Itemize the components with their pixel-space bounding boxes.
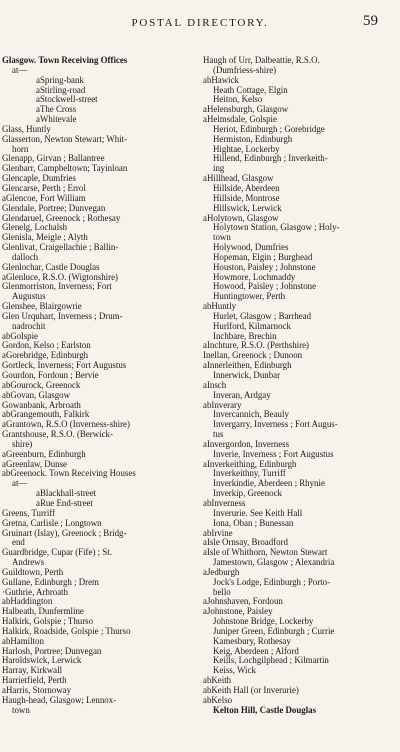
directory-entry-line: aInchture, R.S.O. (Perthshire) xyxy=(203,341,309,351)
directory-entry-line: ·Guthrie, Arbroath xyxy=(2,587,69,597)
directory-entry-line: Kamesbury, Rothesay xyxy=(213,636,291,646)
directory-entry-line: aJohnstone, Paisley xyxy=(203,607,273,617)
directory-entry-line: abHaddington xyxy=(2,597,53,607)
directory-entry-line: Gullane, Edinburgh ; Drem xyxy=(2,577,99,587)
directory-entry-line: Glencarse, Perth ; Errol xyxy=(2,183,86,193)
directory-entry-line: at— xyxy=(12,479,28,489)
directory-entry-line: Glasgow. Town Receiving Offices xyxy=(2,56,128,65)
directory-entry-line: Huntingtower, Perth xyxy=(213,292,286,302)
directory-entry-line: Grantshouse, R.S.O. (Berwick- xyxy=(2,430,113,440)
page-header xyxy=(0,0,400,40)
directory-entry-line: Haugh of Urr, Dalbeattie, R.S.O. xyxy=(203,56,320,65)
directory-entry-line: aGlenluce, R.S.O. (Wigtonshire) xyxy=(2,272,118,282)
directory-entry-line: Inellan, Greenock ; Dunoon xyxy=(203,351,303,361)
directory-entry-line: Harlosh, Portree; Dunvegan xyxy=(2,646,102,656)
directory-entry-line: Holytown Station, Glasgow ; Holy- xyxy=(213,223,340,233)
directory-entry-line: abGourock, Greenock xyxy=(2,380,81,390)
directory-entry-line: shire) xyxy=(12,439,33,449)
directory-entry-line: Glenshee, Blairgowrie xyxy=(2,302,82,312)
directory-entry-line: (Dumfriess-shire) xyxy=(213,65,277,75)
directory-entry-line: Holywood, Dumfries xyxy=(213,243,289,253)
directory-entry-line: abHamilton xyxy=(2,636,44,646)
directory-entry-line: Gourdon, Fordoun ; Bervie xyxy=(2,371,99,380)
directory-entry-line: Glass, Huntly xyxy=(2,124,51,134)
directory-entry-line: Halkirk, Golspie ; Thurso xyxy=(2,617,94,627)
directory-entry-line: Andrews xyxy=(12,558,45,568)
directory-entry-line: Hurlet, Glasgow ; Barrhead xyxy=(213,311,312,321)
directory-entry-line: abIrvine xyxy=(203,528,233,538)
directory-entry-line: abHuntly xyxy=(203,302,237,312)
directory-entry-line: ing xyxy=(213,164,225,174)
page-number: 59 xyxy=(363,13,378,29)
directory-entry-line: Glenlivat, Craigellachie ; Ballin- xyxy=(2,243,119,253)
directory-entry-line: Hurlford, Kilmarnock xyxy=(213,321,291,331)
directory-entry-line: abHawick xyxy=(203,75,239,85)
directory-entry-line: Augustus xyxy=(12,292,46,302)
directory-entry-line: Glencaple, Dumfries xyxy=(2,174,76,184)
directory-entry-line: Jamestown, Glasgow ; Alexandria xyxy=(213,558,335,568)
directory-entry-line: Hillend, Edinburgh ; Inverkeith- xyxy=(213,154,328,164)
directory-entry-line: Hillside, Montrose xyxy=(213,193,280,203)
directory-entry-line: Glenmorriston, Inverness; Fort xyxy=(2,282,112,292)
directory-entry-line: Hopeman, Elgin ; Burghead xyxy=(213,252,313,262)
directory-entry-line: tus xyxy=(213,430,224,440)
directory-entry-line: abInverary xyxy=(203,400,242,410)
directory-entry-line: Heath Cottage, Elgin xyxy=(213,85,288,95)
directory-entry-line: Guildtown, Perth xyxy=(2,567,64,577)
directory-entry-line: Haugh-head, Glasgow; Lennox- xyxy=(2,695,117,705)
directory-entry-line: Halbeath, Dunfermline xyxy=(2,607,84,617)
directory-entry-line: Keills, Lochgilphead ; Kilmartin xyxy=(213,656,329,666)
directory-entry-line: aIsle of Whithorn, Newton Stewart xyxy=(203,548,328,558)
directory-entry-line: Glendaruel, Greenock ; Rothesay xyxy=(2,213,121,223)
directory-entry-line: Gordon, Kelso ; Earlston xyxy=(2,341,91,351)
right-column xyxy=(203,56,397,716)
directory-entry-line: aInvergordon, Inverness xyxy=(203,439,290,449)
directory-entry-line: abGrangemouth, Falkirk xyxy=(2,410,90,420)
directory-entry-line: Hillswick, Lerwick xyxy=(213,203,282,213)
directory-entry-line: Inverkeithny, Turriff xyxy=(213,469,286,479)
directory-entry-line: Iona, Oban ; Bunessan xyxy=(213,518,294,528)
directory-entry-line: Gretna, Carlisle ; Longtown xyxy=(2,518,102,528)
directory-entry-line: Inverkip, Greenock xyxy=(213,489,282,499)
directory-entry-line: aStockwell-street xyxy=(36,95,98,105)
directory-entry-line: Harray, Kirkwall xyxy=(2,666,63,676)
directory-entry-line: at— xyxy=(12,65,28,75)
directory-entry-line: aInnerleithen, Edinburgh xyxy=(203,361,292,371)
directory-entry-line: aInsch xyxy=(203,380,227,390)
directory-entry-line: Halkirk, Roadside, Golspie ; Thurso xyxy=(2,626,131,636)
directory-entry-line: Heriot, Edinburgh ; Gorebridge xyxy=(213,124,325,134)
directory-entry-line: aInverkeithing, Edinburgh xyxy=(203,459,297,469)
directory-entry-line: Glasserton, Newton Stewart; Whit- xyxy=(2,134,128,144)
directory-entry-line: aStirling-road xyxy=(36,85,86,95)
directory-entry-line: Inverkindie, Aberdeen ; Rhynie xyxy=(213,479,325,489)
directory-entry-line: abKelso xyxy=(203,695,233,705)
directory-entry-line: aIsle Ornsay, Broadford xyxy=(203,538,288,548)
directory-entry-line: Glenelg, Lochalsh xyxy=(2,223,68,233)
left-column xyxy=(2,56,196,716)
directory-entry-line: Guardbridge, Cupar (Fife) ; St. xyxy=(2,548,112,558)
directory-entry-line: Glenisla, Meigle ; Alyth xyxy=(2,233,88,243)
directory-entry-line: Gruinart (Islay), Greenock ; Bridg- xyxy=(2,528,127,538)
directory-entry-line: abGovan, Glasgow xyxy=(2,390,71,400)
directory-entry-line: Keig, Aberdeen ; Alford xyxy=(213,646,299,656)
directory-entry-line: Glenapp, Girvan ; Ballantree xyxy=(2,154,105,164)
directory-entry-line: aSpring-bank xyxy=(36,75,84,85)
directory-entry-line: aGlencoe, Fort William xyxy=(2,193,86,203)
directory-entry-line: Inverie, Inverness ; Fort Augustus xyxy=(213,449,334,459)
directory-entry-line: aJohnshaven, Fordoun xyxy=(203,597,283,607)
directory-entry-line: abGolspie xyxy=(2,331,38,341)
directory-entry-line: Heiton, Kelso xyxy=(213,95,263,105)
directory-entry-line: Glenlochar, Castle Douglas xyxy=(2,262,100,272)
directory-entry-line: Glenbarr, Campbeltown; Tayinloan xyxy=(2,164,128,174)
directory-entry-line: Innerwick, Dunbar xyxy=(213,371,281,380)
directory-entry-line: Greens, Turriff xyxy=(2,508,56,518)
directory-entry-line: Gowanbank, Arbroath xyxy=(2,400,81,410)
directory-entry-line: Glendale, Portree; Dunvegan xyxy=(2,203,106,213)
directory-entry-line: aHarris, Stornoway xyxy=(2,686,72,695)
directory-entry-line: Glen Urquhart, Inverness ; Drum- xyxy=(2,311,123,321)
directory-entry-line: Invercannich, Beauly xyxy=(213,410,289,420)
directory-entry-line: aGorebridge, Edinburgh xyxy=(2,351,89,361)
directory-entry-line: aHolytown, Glasgow xyxy=(203,213,279,223)
directory-entry-line: abGreenock. Town Receiving Houses xyxy=(2,469,136,479)
running-title: POSTAL DIRECTORY. xyxy=(131,17,269,29)
directory-entry-line: Inverurie. See Keith Hall xyxy=(213,508,303,518)
directory-entry-line: horn xyxy=(12,144,29,154)
directory-entry-line: aRue End-street xyxy=(36,498,93,508)
directory-entry-line: aHelmsdale, Golspie xyxy=(203,115,277,125)
directory-entry-line: Howmore, Lochmaddy xyxy=(213,272,296,282)
directory-entry-line: nadrochit xyxy=(12,321,46,331)
directory-entry-line: aGreenburn, Edinburgh xyxy=(2,449,86,459)
directory-entry-line: Keiss, Wick xyxy=(213,666,256,676)
directory-entry-line: Howood, Paisley ; Johnstone xyxy=(213,282,317,292)
directory-entry-line: town xyxy=(213,233,231,243)
directory-entry-line: Inveran, Ardgay xyxy=(213,390,271,400)
directory-entry-line: aBlackhall-street xyxy=(36,489,97,499)
directory-entry-line: aThe Cross xyxy=(36,105,77,115)
directory-entry-line: abInverness xyxy=(203,498,246,508)
directory-entry-line: aWhitevale xyxy=(36,115,77,125)
directory-entry-line: Hermiston, Edinburgh xyxy=(213,134,293,144)
directory-entry-line: Houston, Paisley ; Johnstone xyxy=(213,262,316,272)
directory-entry-line: aGrantown, R.S.O (Inverness-shire) xyxy=(2,420,130,430)
directory-entry-line: aGreenlaw, Dunse xyxy=(2,459,67,469)
directory-entry-line: aHillhead, Glasgow xyxy=(203,174,274,184)
directory-entry-line: aHelensburgh, Glasgow xyxy=(203,105,289,115)
directory-entry-line: dalloch xyxy=(12,252,39,262)
directory-entry-line: Harrietfield, Perth xyxy=(2,676,67,686)
directory-entry-line: Invergarry, Inverness ; Fort Augus- xyxy=(213,420,338,430)
directory-entry-line: Juniper Green, Edinburgh ; Currie xyxy=(213,626,335,636)
directory-entry-line: abKeith xyxy=(203,676,232,686)
directory-entry-line: Haroldswick, Lerwick xyxy=(2,656,82,666)
directory-entry-line: town xyxy=(12,705,30,715)
directory-entry-line: bello xyxy=(213,587,231,597)
directory-entry-line: Kelton Hill, Castle Douglas xyxy=(213,705,317,715)
directory-entry-line: Inchbare, Brechin xyxy=(213,331,277,341)
directory-entry-line: Johnstone Bridge, Lockerby xyxy=(213,617,314,627)
directory-entry-line: Hillside, Aberdeen xyxy=(213,183,280,193)
directory-entry-line: Hightae, Lockerby xyxy=(213,144,280,154)
directory-entry-line: Gortleck, Inverness; Fort Augustus xyxy=(2,361,127,371)
directory-entry-line: aJedburgh xyxy=(203,567,240,577)
directory-entry-line: Jock's Lodge, Edinburgh ; Porto- xyxy=(213,577,331,587)
directory-entry-line: end xyxy=(12,538,25,548)
directory-entry-line: abKeith Hall (or Inverurie) xyxy=(203,686,299,695)
